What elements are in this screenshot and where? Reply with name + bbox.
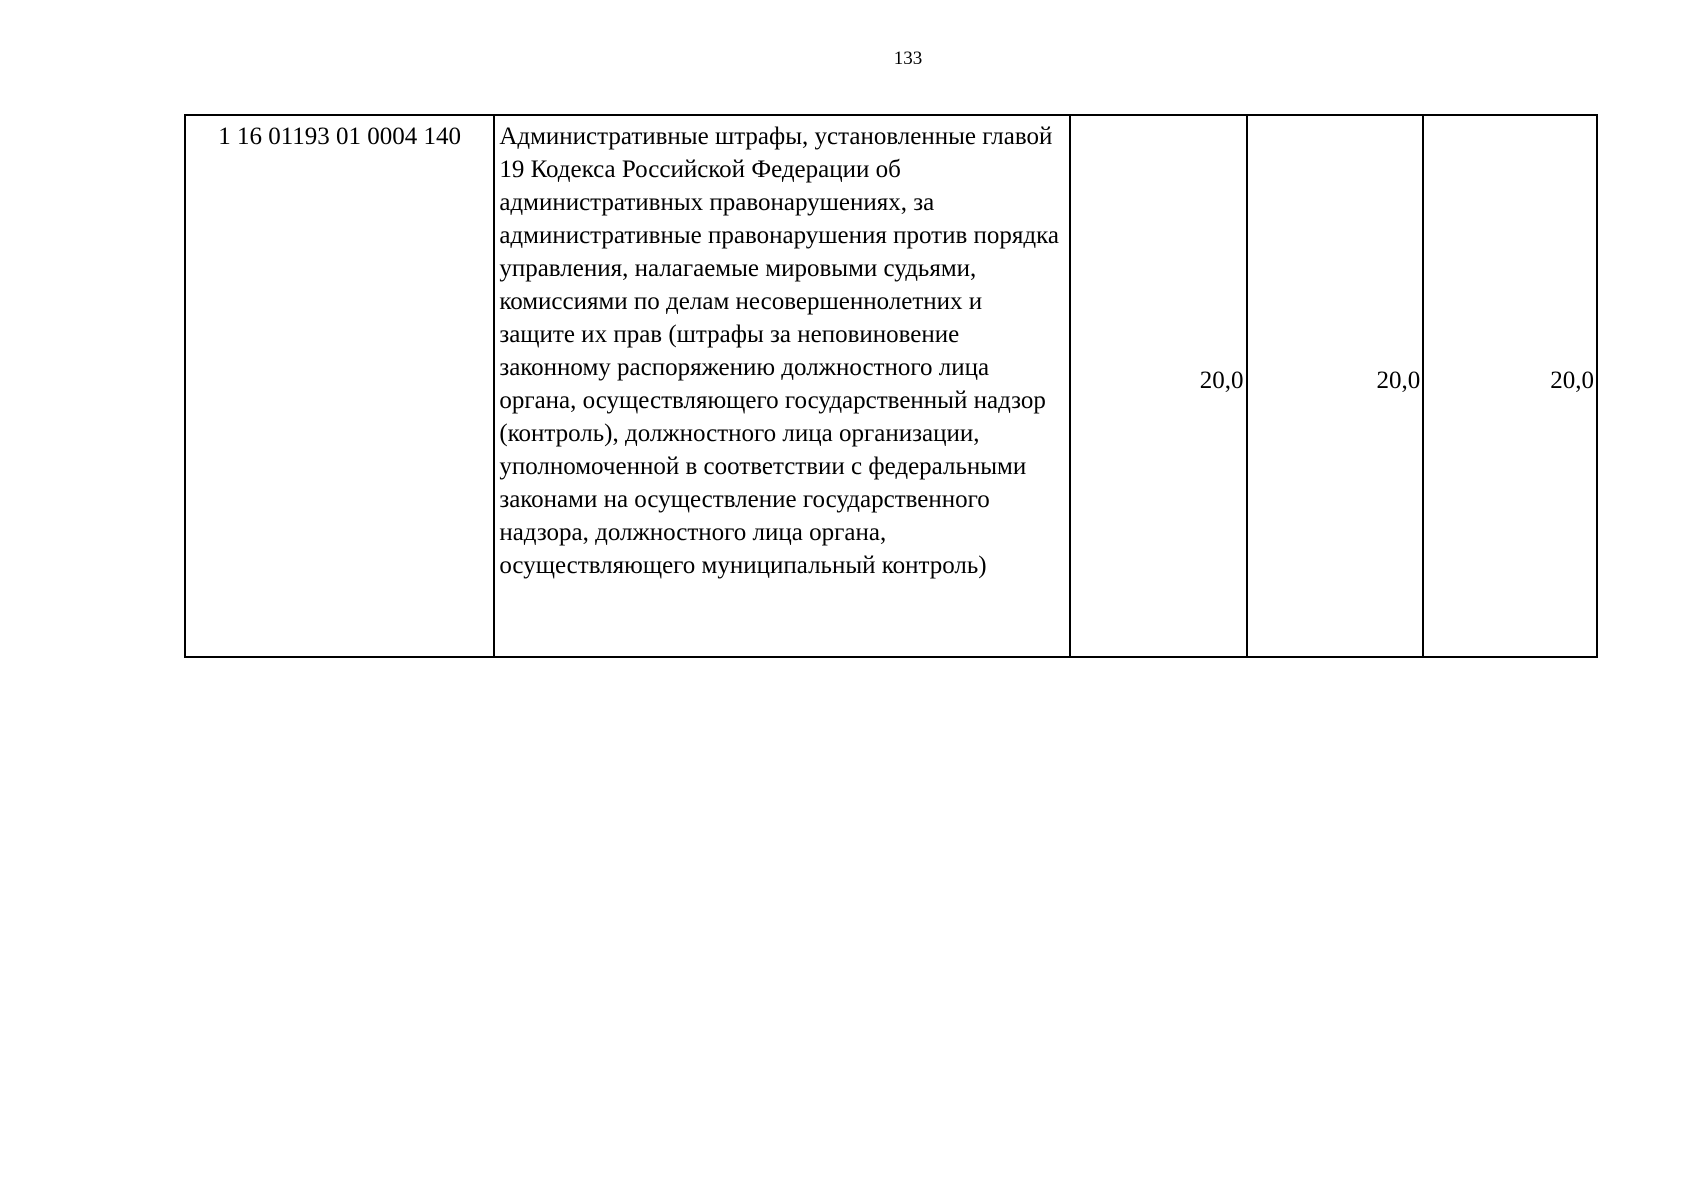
amount-year-3: 20,0 <box>1423 115 1597 657</box>
table-row <box>185 115 1597 657</box>
page-number: 133 <box>893 48 923 69</box>
amount-year-2: 20,0 <box>1247 115 1424 657</box>
amount-year-1: 20,0 <box>1070 115 1247 657</box>
budget-table <box>184 114 1598 658</box>
income-description: Административные штрафы, установленные главой 19 Кодекса Российской Федерации об административных правонарушениях, за административные правонарушения против порядка управления, налагаемые мировыми судьями, комиссиями по делам несовершеннолетних и защите их прав (штрафы за неповиновение законному распоряжению должностного лица органа, осуществляющего государственный надзор (контроль), должностного лица организации, уполномоченной в соответствии с федеральными законами на осуществление государственного надзора, должностного лица органа, осуществляющего муниципальный контроль) <box>494 115 1069 657</box>
budget-classification-code: 1 16 01193 01 0004 140 <box>185 115 494 657</box>
